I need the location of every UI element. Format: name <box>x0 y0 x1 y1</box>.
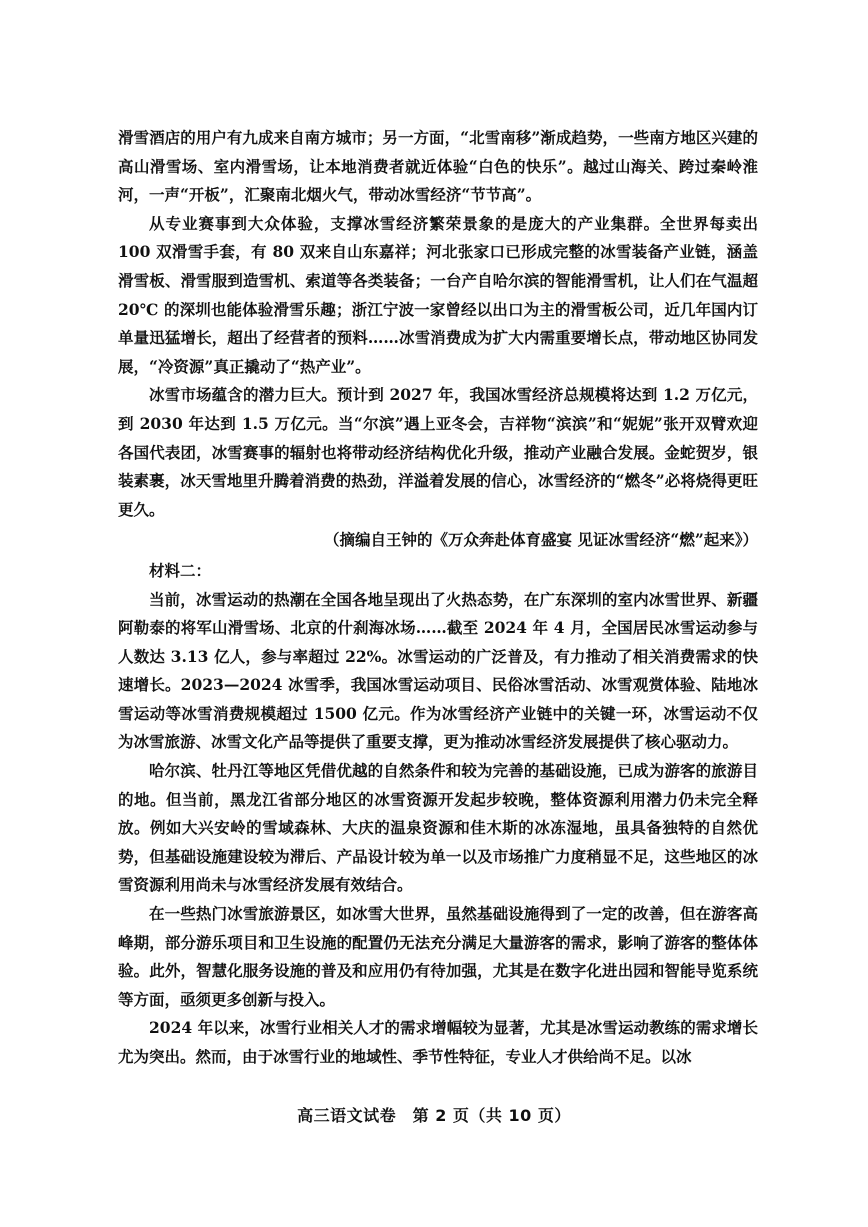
paragraph: 滑雪酒店的用户有九成来自南方城市；另一方面，“北雪南移”渐成趋势，一些南方地区兴建的高山滑雪场、室内滑雪场，让本地消费者就近体验“白色的快乐”。越过山海关、跨过秦岭淮河，一声“开板”，汇聚南北烟火气，带动冰雪经济“节节高”。 <box>118 128 758 205</box>
paragraph: 哈尔滨、牡丹江等地区凭借优越的自然条件和较为完善的基础设施，已成为游客的旅游目的地。但当前，黑龙江省部分地区的冰雪资源开发起步较晚，整体资源利用潜力仍未完全释放。例如大兴安岭的雪域森林、大庆的温泉资源和佳木斯的冰冻湿地，虽具备独特的自然优势，但基础设施建设较为滞后、产品设计较为单一以及市场推广力度稍显不足，这些地区的冰雪资源利用尚未与冰雪经济发展有效结合。 <box>118 761 758 895</box>
paragraph: 在一些热门冰雪旅游景区，如冰雪大世界，虽然基础设施得到了一定的改善，但在游客高峰期，部分游乐项目和卫生设施的配置仍无法充分满足大量游客的需求，影响了游客的整体体验。此外，智慧化服务设施的普及和应用仍有待加强，尤其是在数字化进出园和智能导览系统等方面，亟须更多创新与投入。 <box>118 904 758 1009</box>
source-citation: （摘编自王钟的《万众奔赴体育盛宴 见证冰雪经济“燃”起来》） <box>324 530 758 550</box>
paragraph: 当前，冰雪运动的热潮在全国各地呈现出了火热态势，在广东深圳的室内冰雪世界、新疆阿勒泰的将军山滑雪场、北京的什刹海冰场……截至 2024 年 4 月，全国居民冰雪运动参与人数达 3.13 亿人，参与率超过 22%。冰雪运动的广泛普及，有力推动了相关消费需求的快速增长。2023—2024 冰雪季，我国冰雪运动项目、民俗冰雪活动、冰雪观赏体验、陆地冰雪运动等冰雪消费规模超过 1500 亿元。作为冰雪经济产业链中的关键一环，冰雪运动不仅为冰雪旅游、冰雪文化产品等提供了重要支撑，更为推动冰雪经济发展提供了核心驱动力。 <box>118 589 758 752</box>
page-content <box>118 124 758 1072</box>
material-heading: 材料二： <box>149 560 212 580</box>
paragraph: 从专业赛事到大众体验，支撑冰雪经济繁荣景象的是庞大的产业集群。全世界每卖出 100 双滑雪手套，有 80 双来自山东嘉祥；河北张家口已形成完整的冰雪装备产业链，涵盖滑雪板、滑雪服到造雪机、索道等各类装备；一台产自哈尔滨的智能滑雪机，让人们在气温超 20℃ 的深圳也能体验滑雪乐趣；浙江宁波一家曾经以出口为主的滑雪板公司，近几年国内订单量迅猛增长，超出了经营者的预料……冰雪消费成为扩大内需重要增长点，带动地区协同发展，“冷资源”真正撬动了“热产业”。 <box>118 213 758 376</box>
paragraph: 2024 年以来，冰雪行业相关人才的需求增幅较为显著，尤其是冰雪运动教练的需求增长尤为突出。然而，由于冰雪行业的地域性、季节性特征，专业人才供给尚不足。以冰 <box>118 1018 758 1066</box>
paragraph: 冰雪市场蕴含的潜力巨大。预计到 2027 年，我国冰雪经济总规模将达到 1.2 万亿元，到 2030 年达到 1.5 万亿元。当“尔滨”遇上亚冬会，吉祥物“滨滨”和“妮妮”张开双臂欢迎各国代表团，冰雪赛事的辐射也将带动经济结构优化升级，推动产业融合发展。金蛇贺岁，银装素裹，冰天雪地里升腾着消费的热劲，洋溢着发展的信心，冰雪经济的“燃冬”必将烧得更旺更久。 <box>118 385 758 519</box>
page-footer: 高三语文试卷 第 2 页（共 10 页） <box>297 1106 571 1125</box>
